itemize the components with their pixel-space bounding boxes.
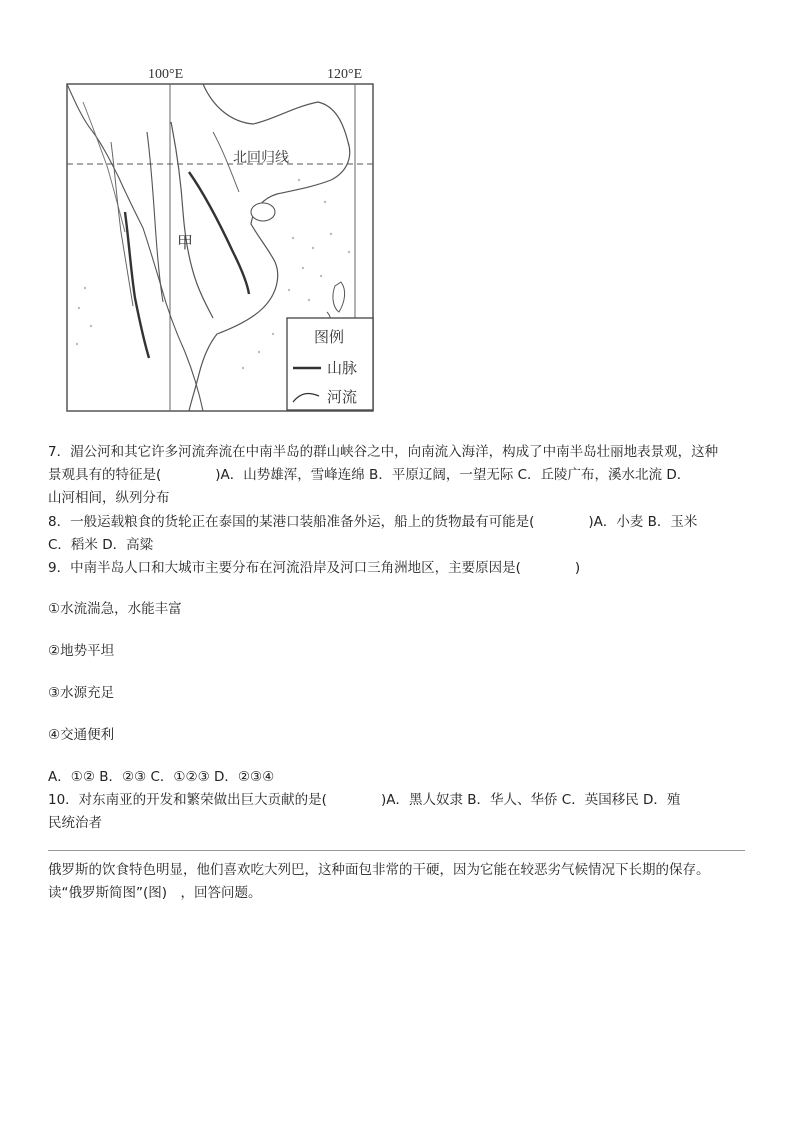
question-9-item-2: ②地势平坦 [48,643,115,659]
question-7-line-3: 山河相间，纵列分布 [48,490,170,506]
region-jia-label: 甲 [177,233,194,252]
tropic-label: 北回归线 [233,150,289,166]
section-divider [48,850,745,851]
question-8-line-1: 8．一般运载粮食的货轮正在泰国的某港口装船准备外运，船上的货物最有可能是( )A．小麦 B．玉米 [48,514,698,530]
legend-river-label: 河流 [327,388,358,406]
passage-line-2: 读“俄罗斯简图”(图) ，回答问题。 [48,885,262,901]
map-svg [63,62,395,414]
question-9-item-3: ③水源充足 [48,685,115,701]
lon-120-label: 120°E [327,67,363,82]
passage-line-1: 俄罗斯的饮食特色明显，他们喜欢吃大列巴，这种面包非常的干硬，因为它能在较恶劣气候情况下长期的保存。 [48,862,710,878]
legend-title: 图例 [314,328,345,346]
southeast-asia-map [63,62,395,414]
hainan-island [251,203,275,221]
question-7-line-1: 7．湄公河和其它许多河流奔流在中南半岛的群山峡谷之中，向南流入海洋，构成了中南半岛壮丽地表景观，这种 [48,444,719,460]
question-9-line-1: 9．中南半岛人口和大城市主要分布在河流沿岸及河口三角洲地区，主要原因是( ) [48,560,581,576]
question-8-line-2: C．稻米 D．高粱 [48,537,154,553]
question-10-line-1: 10．对东南亚的开发和繁荣做出巨大贡献的是( )A．黑人奴隶 B．华人、华侨 C．英国移民 D．殖 [48,792,681,808]
question-9-item-4: ④交通便利 [48,727,115,743]
legend-mountain-label: 山脉 [327,359,358,377]
question-9-choices: A．①② B．②③ C．①②③ D．②③④ [48,769,275,785]
lon-100-label: 100°E [148,67,184,82]
question-9-item-1: ①水流湍急，水能丰富 [48,601,182,617]
question-10-line-2: 民统治者 [48,815,102,831]
question-7-line-2: 景观具有的特征是( )A．山势雄浑，雪峰连绵 B．平原辽阔，一望无际 C．丘陵广布，溪水北流 D． [48,467,691,483]
